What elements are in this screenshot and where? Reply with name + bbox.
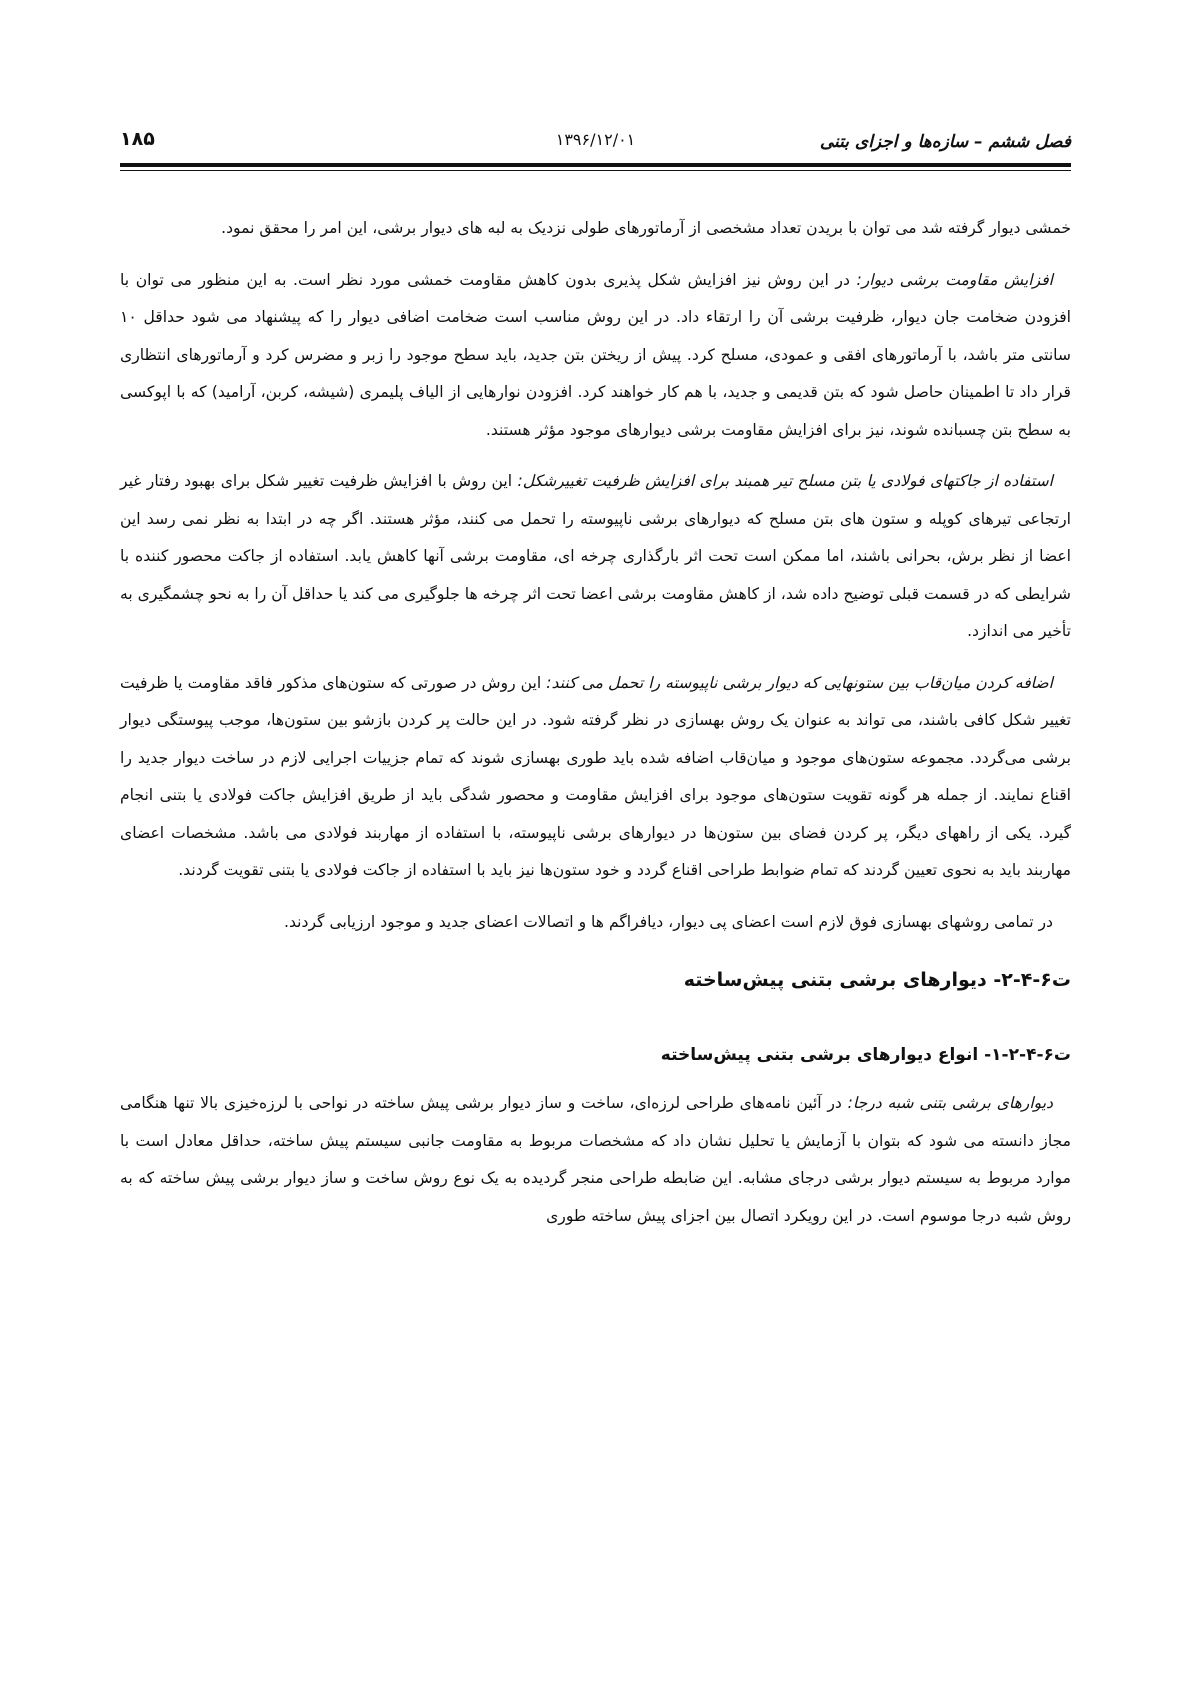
paragraph-text: در تمامی روشهای بهسازی فوق لازم است اعضای پی دیوار، دیافراگم ها و اتصالات اعضای جدید و موجود ارزیابی گردند. — [284, 912, 1053, 931]
paragraph-shear-strength — [120, 262, 1071, 450]
paragraph-steel-jackets — [120, 463, 1071, 651]
page-header — [120, 126, 1071, 158]
paragraph-lead: دیوارهای برشی بتنی شبه درجا: — [847, 1094, 1053, 1112]
header-date: ۱۳۹۶/۱۲/۰۱ — [555, 130, 636, 149]
paragraph-summary — [120, 904, 1071, 942]
paragraph-emulative — [120, 1085, 1071, 1235]
paragraph-infill — [120, 665, 1071, 890]
paragraph-text: در آئین نامه‌های طراحی لرزه‌ای، ساخت و ساز دیوار برشی پیش ساخته در نواحی با لرزه‌خیزی بالا تنها هنگامی مجاز دانسته می شود که بتوان با آزمایش یا تحلیل نشان داد که مشخصات مربوط به مقاومت جانبی سیستم پیش ساخته، حداقل معادل است با موارد مربوط به سیستم دیوار برشی درجای مشابه. این ضابطه طراحی منجر گردیده به یک نوع روش ساخت و ساز دیوار برشی پیش ساخته که به روش شبه درجا موسوم است. در این رویکرد اتصال بین اجزای پیش ساخته طوری — [120, 1094, 1071, 1225]
paragraph-lead: افزایش مقاومت برشی دیوار: — [856, 270, 1053, 289]
page-number: ۱۸۵ — [120, 128, 155, 150]
paragraph-text: خمشی دیوار گرفته شد می توان با بریدن تعداد مشخصی از آرماتورهای طولی نزدیک به لبه های دیوار برشی، این امر را محقق نمود. — [221, 219, 1071, 237]
header-rule-thin — [120, 170, 1071, 171]
paragraph-text: این روش در صورتی که ستون‌های مذکور فاقد مقاومت یا ظرفیت تغییر شکل کافی باشند، می تواند به عنوان یک روش بهسازی در نظر گرفته شود. در این حالت پر کردن بازشو بین ستون‌ها، موجب پیوستگی دیوار برشی می‌گردد. مجموعه ستون‌های موجود و میان‌قاب اضافه شده باید طوری بهسازی شوند که تمام جزییات اجرایی لازم در ساخت دیوار جدید را اقناع نمایند. از جمله هر گونه تقویت ستون‌های موجود برای افزایش مقاومت و محصور شدگی باید از طریق افزایش جاکت فولادی یا بتنی انجام گیرد. یکی از راههای دیگر، پر کردن فضای بین ستون‌ها در دیوارهای برشی ناپیوسته، با استفاده از مهاربند فولادی می باشد. مشخصات اعضای مهاربند باید به نحوی تعیین گردند که تمام ضوابط طراحی اقناع گردد و خود ستون‌ها نیز باید با استفاده از جاکت فولادی یا بتنی تقویت گردند. — [120, 673, 1071, 879]
paragraph-text: این روش با افزایش ظرفیت تغییر شکل برای بهبود رفتار غیر ارتجاعی تیرهای کوپله و ستون های بتن مسلح که دیوارهای برشی ناپیوسته را تحمل می کنند، مؤثر هستند. اگر چه در ابتدا به نظر نمی رسد این اعضا از نظر برش، بحرانی باشند، اما ممکن است تحت اثر بارگذاری چرخه ای، مقاومت برشی آنها کاهش یابد. استفاده از جاکت محصور کننده با شرایطی که در قسمت قبلی توضیح داده شد، از کاهش مقاومت برشی اعضا تحت اثر چرخه ها جلوگیری می کند یا حداقل آن را به نحو چشمگیری به تأخیر می اندازد. — [120, 472, 1071, 640]
paragraph-text: در این روش نیز افزایش شکل پذیری بدون کاهش مقاومت خمشی مورد نظر است. به این منظور می توان با افزودن ضخامت جان دیوار، ظرفیت برشی آن را ارتقاء داد. در این روش مناسب است ضخامت اضافی دیوار را که پیشنهاد می شود حداقل ۱۰ سانتی متر باشد، با آرماتورهای افقی و عمودی، مسلح کرد. پیش از ریختن بتن جدید، باید سطح موجود را زبر و مضرس کرد و آرماتورهای انتظاری قرار داد تا اطمینان حاصل شود که بتن قدیمی و جدید، با هم کار خواهند کرد. افزودن نوارهایی از الیاف پلیمری (شیشه، کربن، آرامید) که با اپوکسی به سطح بتن چسبانده شوند، نیز برای افزایش مقاومت برشی دیوارهای موجود مؤثر هستند. — [120, 270, 1071, 439]
subsection-heading: ت۶-۴-۲-۱- انواع دیوارهای برشی بتنی پیش‌ساخته — [660, 1045, 1071, 1065]
chapter-title: فصل ششم – سازه‌ها و اجزای بتنی — [819, 132, 1071, 152]
paragraph-lead: استفاده از جاکتهای فولادی یا بتن مسلح تیر همبند برای افزایش ظرفیت تغییرشکل: — [517, 472, 1054, 490]
header-rule-thick — [120, 163, 1071, 167]
section-heading: ت۶-۴-۲- دیوارهای برشی بتنی پیش‌ساخته — [683, 969, 1071, 991]
paragraph-lead: اضافه کردن میان‌قاب بین ستونهایی که دیوار برشی ناپیوسته را تحمل می کنند: — [546, 673, 1053, 692]
page-body — [120, 210, 1071, 1249]
paragraph-continuation — [120, 210, 1071, 248]
